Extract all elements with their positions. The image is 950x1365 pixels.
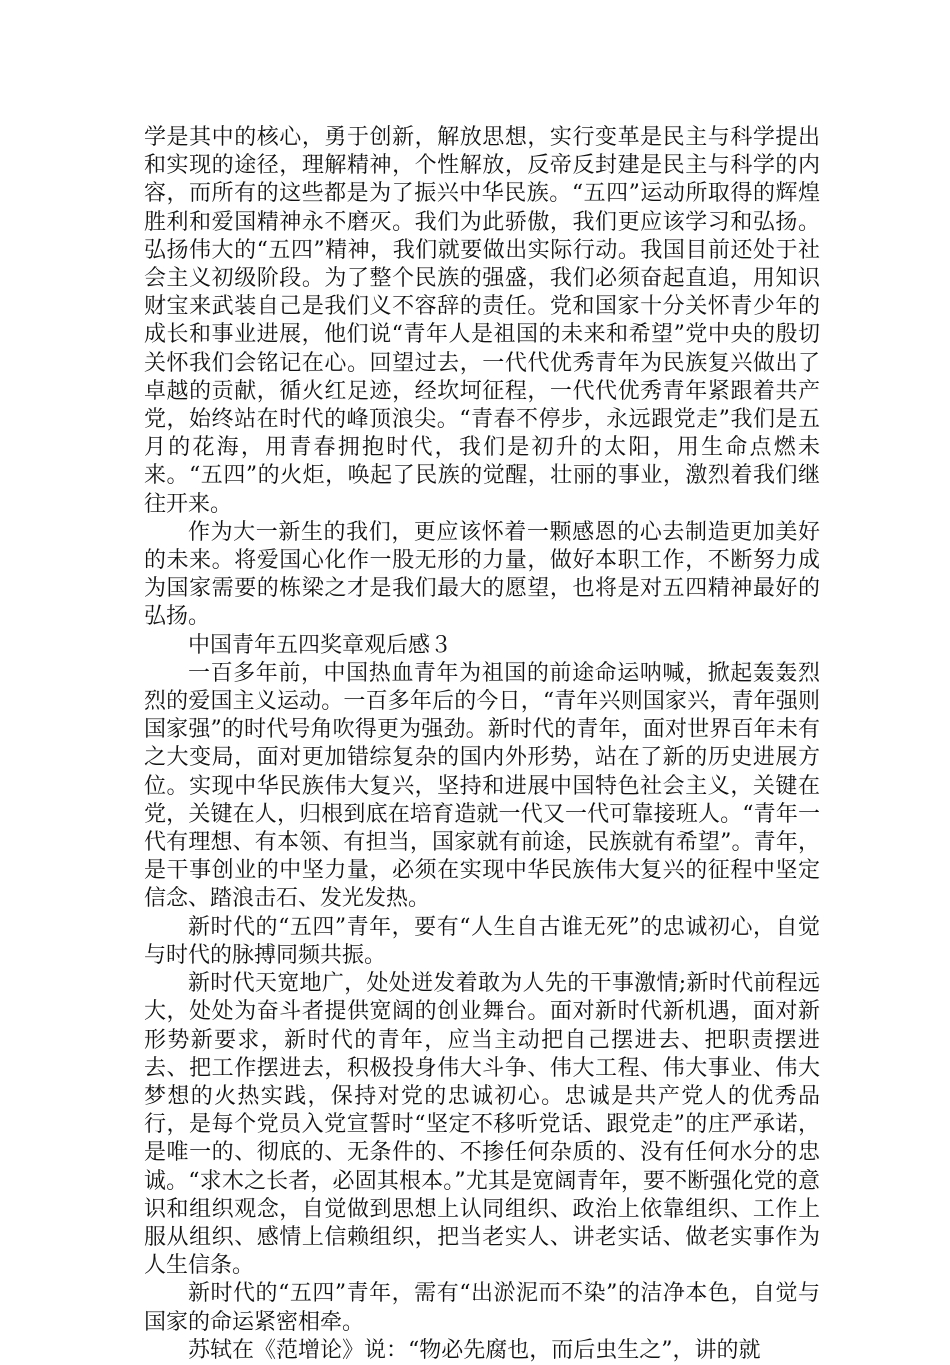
- document-body: [144, 124, 820, 1365]
- paragraph-4: 新时代的“五四”青年，要有“人生自古谁无死”的忠诚初心，自觉与时代的脉搏同频共振。: [144, 914, 820, 968]
- paragraph-3: 一百多年前，中国热血青年为祖国的前途命运呐喊，掀起轰轰烈烈的爱国主义运动。一百多年后的今日，“青年兴则国家兴，青年强则国家强”的时代号角吹得更为强劲。新时代的青年，面对世界百年未有之大变局，面对更加错综复杂的国内外形势，站在了新的历史进展方位。实现中华民族伟大复兴，坚持和进展中国特色社会主义，关键在党，关键在人，归根到底在培育造就一代又一代可靠接班人。“青年一代有理想、有本领、有担当，国家就有前途，民族就有希望”。青年，是干事创业的中坚力量，必须在实现中华民族伟大复兴的征程中坚定信念、踏浪击石、发光发热。: [144, 660, 820, 912]
- paragraph-6: 新时代的“五四”青年，需有“出淤泥而不染”的洁净本色，自觉与国家的命运紧密相牵。: [144, 1281, 820, 1335]
- section-heading: 中国青年五四奖章观后感３: [188, 632, 453, 658]
- paragraph-1: 学是其中的核心，勇于创新，解放思想，实行变革是民主与科学提出和实现的途径，理解精神，个性解放，反帝反封建是民主与科学的内容，而所有的这些都是为了振兴中华民族。“五四”运动所取得的辉煌胜利和爱国精神永不磨灭。我们为此骄傲，我们更应该学习和弘扬。弘扬伟大的“五四”精神，我们就要做出实际行动。我国目前还处于社会主义初级阶段。为了整个民族的强盛，我们必须奋起直追，用知识财宝来武装自己是我们义不容辞的责任。党和国家十分关怀青少年的成长和事业进展，他们说“青年人是祖国的未来和希望”党中央的殷切关怀我们会铭记在心。回望过去，一代代优秀青年为民族复兴做出了卓越的贡献，循火红足迹，经坎坷征程，一代代优秀青年紧跟着共产党，始终站在时代的峰顶浪尖。“青春不停步，永远跟党走”我们是五月的花海，用青春拥抱时代，我们是初升的太阳，用生命点燃未来。“五四”的火炬，唤起了民族的觉醒，壮丽的事业，激烈着我们继往开来。: [144, 125, 820, 517]
- paragraph-2: 作为大一新生的我们，更应该怀着一颗感恩的心去制造更加美好的未来。将爱国心化作一股无形的力量，做好本职工作，不断努力成为国家需要的栋梁之才是我们最大的愿望，也将是对五四精神最好的弘扬。: [144, 519, 820, 630]
- paragraph-5: 新时代天宽地广，处处迸发着敢为人先的干事激情;新时代前程远大，处处为奋斗者提供宽阔的创业舞台。面对新时代新机遇，面对新形势新要求，新时代的青年，应当主动把自己摆进去、把职责摆进去、把工作摆进去，积极投身伟大斗争、伟大工程、伟大事业、伟大梦想的火热实践，保持对党的忠诚初心。忠诚是共产党人的优秀品行，是每个党员入党宣誓时“坚定不移听党话、跟党走”的庄严承诺，是唯一的、彻底的、无条件的、不掺任何杂质的、没有任何水分的忠诚。“求木之长者，必固其根本。”尤其是宽阔青年，要不断强化党的意识和组织观念，自觉做到思想上认同组织、政治上依靠组织、工作上服从组织、感情上信赖组织，把当老实人、讲老实话、做老实事作为人生信条。: [144, 971, 820, 1279]
- paragraph-7: 苏轼在《范增论》说：“物必先腐也，而后虫生之”，讲的就: [188, 1337, 761, 1363]
